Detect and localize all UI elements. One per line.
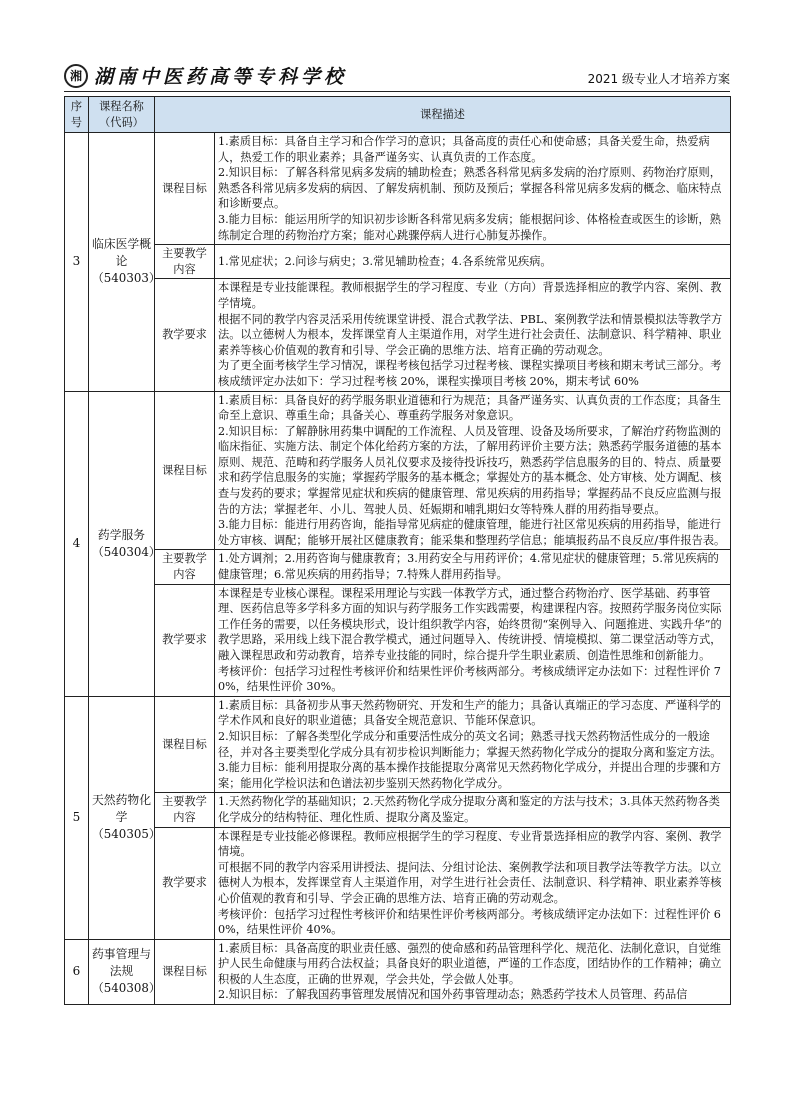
row-seq: 4 (65, 391, 89, 696)
row-seq: 3 (65, 133, 89, 392)
table-row (65, 827, 731, 939)
plan-title: 2021 级专业人才培养方案 (587, 72, 730, 86)
header-course-name: 课程名称（代码） (89, 97, 155, 133)
table-row (65, 696, 731, 793)
section-label: 主要教学内容 (155, 550, 215, 584)
course-name: 临床医学概论（540303） (89, 133, 155, 392)
section-content: 1.素质目标：具备初步从事天然药物研究、开发和生产的能力；具备认真端正的学习态度、严谨科学的学术作风和良好的职业道德；具备安全规范意识、节能环保意识。 2.知识目标：了解各类型化学成分和重要活性成分的英文名词；熟悉寻找天然药物活性成分的一般途径，并对各主要类型化学成分具有初步检识判断能力；掌握天然药物化学成分的提取分离和鉴定方法。 3.能力目标：能利用提取分离的基本操作技能提取分离常见天然药物化学成分，并提出合理的步骤和方案；能用化学检识法和色谱法初步鉴别天然药物化学成分。 (215, 696, 731, 793)
section-content: 1.常见症状；2.问诊与病史；3.常见辅助检查；4.各系统常见疾病。 (215, 245, 731, 279)
table-row (65, 245, 731, 279)
header-divider (64, 91, 730, 92)
section-label: 课程目标 (155, 133, 215, 245)
section-label: 课程目标 (155, 391, 215, 550)
table-row (65, 793, 731, 827)
table-row (65, 279, 731, 391)
school-seal-icon: 湘 (64, 64, 88, 88)
course-name: 药事管理与法规（540308） (89, 939, 155, 1004)
section-label: 课程目标 (155, 939, 215, 1004)
row-seq: 5 (65, 696, 89, 939)
header-seq: 序号 (65, 97, 89, 133)
section-label: 教学要求 (155, 584, 215, 696)
section-content: 1.素质目标：具备良好的药学服务职业道德和行为规范；具备严谨务实、认真负责的工作态度；具备生命至上意识、尊重生命；具备关心、尊重药学服务对象意识。 2.知识目标：了解静脉用药集中调配的工作流程、人员及管理、设备及场所要求，了解治疗药物监测的临床指征、实施方法、制定个体化给药方案的方法，了解用药评价主要方法；熟悉药学服务道德的基本原则、规范、范畴和药学服务人员礼仪要求及接待投诉技巧，熟悉药学信息服务的目的、特点、质量要求和药学信息服务的实施；掌握药学服务的基本概念；掌握处方的基本概念、处方审核、处方调配、核查与发药的要求；掌握常见症状和疾病的健康管理、常见疾病的用药指导；掌握药品不良反应监测与报告的方法；掌握老年、小儿、驾驶人员、妊娠期和哺乳期妇女等特殊人群的用药指导要点。 3.能力目标：能进行用药咨询，能指导常见病症的健康管理，能进行社区常见疾病的用药指导，能进行处方审核、调配；能够开展社区健康教育；能采集和整理药学信息；能填报药品不良反应/事件报告表。 (215, 391, 731, 550)
header-description: 课程描述 (155, 97, 731, 133)
page-header (64, 62, 730, 92)
school-logo (64, 62, 347, 89)
school-name: 湖南中医药高等专科学校 (94, 66, 348, 88)
course-name: 药学服务（540304） (89, 391, 155, 696)
table-row (65, 391, 731, 550)
course-name: 天然药物化学（540305） (89, 696, 155, 939)
section-label: 主要教学内容 (155, 245, 215, 279)
table-row (65, 550, 731, 584)
table-row (65, 584, 731, 696)
section-content: 1.素质目标：具备自主学习和合作学习的意识；具备高度的责任心和使命感；具备关爱生命，热爱病人，热爱工作的职业素养；具备严谨务实、认真负责的工作态度。 2.知识目标：了解各科常见病多发病的辅助检查；熟悉各科常见病多发病的治疗原则、药物治疗原则，熟悉各科常见病多发病的病因、了解发病机制、预防及预后；掌握各科常见病多发病的概念、临床特点和诊断要点。 3.能力目标：能运用所学的知识初步诊断各科常见病多发病；能根据问诊、体格检查或医生的诊断，熟练制定合理的药物治疗方案；能对心跳骤停病人进行心肺复苏操作。 (215, 133, 731, 245)
section-content: 1.处方调剂；2.用药咨询与健康教育；3.用药安全与用药评价；4.常见症状的健康管理；5.常见疾病的健康管理；6.常见疾病的用药指导；7.特殊人群用药指导。 (215, 550, 731, 584)
section-content: 本课程是专业技能课程。教师根据学生的学习程度、专业（方向）背景选择相应的教学内容、案例、教学情境。 根据不同的教学内容灵活采用传统课堂讲授、混合式教学法、PBL、案例教学法和情景模拟法等教学方法。以立德树人为根本，发挥课堂育人主渠道作用，对学生进行社会责任、法制意识、科学精神、职业素养等核心价值观的教育和引导、学会正确的思维方法、培育正确的劳动观念。 为了更全面考核学生学习情况，课程考核包括学习过程考核、课程实操项目考核和期末考试三部分。考核成绩评定办法如下：学习过程考核 20%，课程实操项目考核 20%，期末考试 60% (215, 279, 731, 391)
section-content: 1.天然药物化学的基础知识；2.天然药物化学成分提取分离和鉴定的方法与技术；3.具体天然药物各类化学成分的结构特征、理化性质、提取分离及鉴定。 (215, 793, 731, 827)
section-label: 主要教学内容 (155, 793, 215, 827)
table-header-row (65, 97, 731, 133)
section-label: 课程目标 (155, 696, 215, 793)
section-content: 本课程是专业核心课程。课程采用理论与实践一体教学方式，通过整合药物治疗、医学基础、药事管理、医药信息等多学科多方面的知识与药学服务工作实践需要，构建课程内容。按照药学服务岗位实际工作任务的需要，以任务模块形式，设计组织教学内容，始终贯彻“案例导入、问题推进、实践升华”的教学思路，采用线上线下混合教学模式，通过问题导入、传统讲授、情境模拟、第二课堂活动等方式，融入课程思政和劳动教育，培养专业技能的同时，综合提升学生职业素质、创造性思维和创新能力。 考核评价：包括学习过程性考核评价和结果性评价考核两部分。考核成绩评定办法如下：过程性评价 70%，结果性评价 30%。 (215, 584, 731, 696)
section-label: 教学要求 (155, 827, 215, 939)
section-content: 本课程是专业技能必修课程。教师应根据学生的学习程度、专业背景选择相应的教学内容、案例、教学情境。 可根据不同的教学内容采用讲授法、提问法、分组讨论法、案例教学法和项目教学法等教学方法。以立德树人为根本，发挥课堂育人主渠道作用，对学生进行社会责任、法制意识、科学精神、职业素养等核心价值观的教育和引导、学会正确的思维方法、培育正确的劳动观念。 考核评价：包括学习过程性考核评价和结果性评价考核两部分。考核成绩评定办法如下：过程性评价 60%，结果性评价 40%。 (215, 827, 731, 939)
row-seq: 6 (65, 939, 89, 1004)
table-row (65, 133, 731, 245)
table-row (65, 939, 731, 1004)
section-content: 1.素质目标：具备高度的职业责任感、强烈的使命感和药品管理科学化、规范化、法制化意识，自觉维护人民生命健康与用药合法权益；具备良好的职业道德，严谨的工作态度，团结协作的工作精神；确立积极的人生态度，正确的世界观，学会共处，学会做人处事。 2.知识目标：了解我国药事管理发展情况和国外药事管理动态；熟悉药学技术人员管理、药品信 (215, 939, 731, 1004)
section-label: 教学要求 (155, 279, 215, 391)
course-table (64, 96, 731, 1005)
